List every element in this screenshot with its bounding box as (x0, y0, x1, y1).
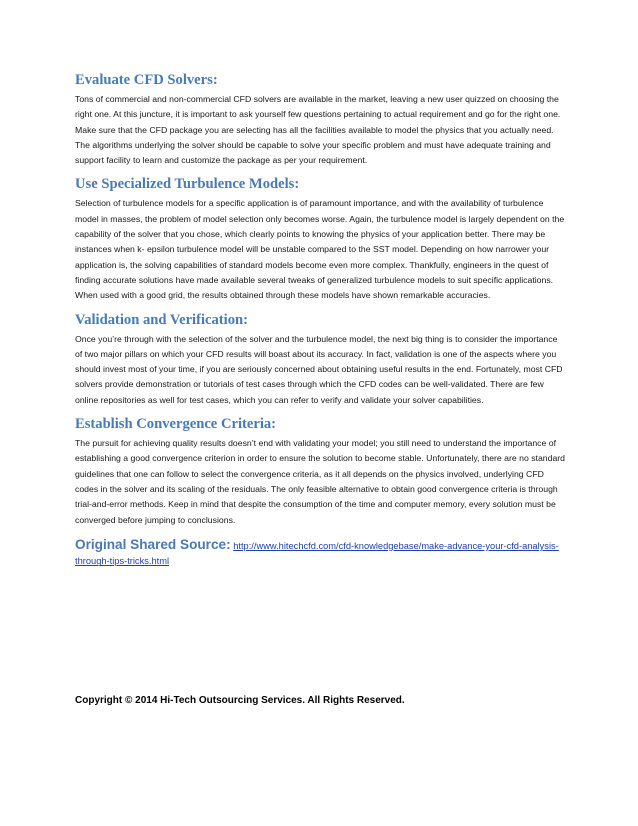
section-evaluate-cfd-solvers (75, 71, 565, 168)
section-paragraph: Tons of commercial and non-commercial CFD solvers are available in the market, leaving a new user quizzed on choosing the right one. At this juncture, it is important to ask yourself few questions pertaining to actual requirement and go for the right one. Make sure that the CFD package you are selecting has all the facilities available to model the physics that you actually need. The algorithms underlying the solver should be capable to solve your specific problem and must have adequate training and support facility to learn and customize the package as per your requirement. (75, 94, 561, 166)
section-heading: Evaluate CFD Solvers: (75, 72, 218, 88)
section-turbulence-models (75, 175, 565, 303)
section-paragraph: Selection of turbulence models for a specific application is of paramount importance, and with the availability of turbulence model in masses, the problem of model selection only becomes worse. Again, the turbulence model is largely dependent on the capability of the solver that you chose, which clearly points to knowing the physics of your application better. There may be instances when k- epsilon turbulence model will be unstable compared to the SST model. Depending on how narrower your application is, the solving capabilities of standard models become even more complex. Thankfully, engineers in the quest of finding accurate solutions have made available several tweaks of generalized turbulence models to suit specific applications. When used with a good grid, the results obtained through these models have shown remarkable accuracies. (75, 198, 565, 301)
section-validation-verification (75, 311, 565, 408)
section-paragraph: The pursuit for achieving quality results doesn’t end with validating your model; you still need to understand the importance of establishing a good convergence criterion in order to ensure the solution to become stable. Unfortunately, there are no standard guidelines that one can follow to select the convergence criteria, as it all depends on the physics involved, underlying CFD codes in the solver and its scaling of the residuals. The only feasible alternative to obtain good convergence criteria is through trial-and-error methods. Keep in mind that despite the consumption of the time and computer memory, every solution must be converged before jumping to conclusions. (75, 438, 566, 525)
source-label: Original Shared Source: (75, 536, 231, 552)
section-heading: Validation and Verification: (75, 311, 248, 328)
section-paragraph: Once you’re through with the selection of the solver and the turbulence model, the next big thing is to consider the importance of two major pillars on which your CFD results will boast about its accuracy. In fact, validation is one of the aspects where you should invest most of your time, if you are seriously concerned about obtaining useful results in the end. Fortunately, most CFD solvers provide demonstration or tutorials of test cases through which the CFD codes can be well-validated. There are few online repositories as well for test cases, which you can refer to verify and validate your solver capabilities. (75, 333, 563, 405)
section-convergence-criteria (75, 415, 565, 528)
source-link[interactable]: http://www.hitechcfd.com/cfd-knowledgebase/make-advance-your-cfd-analysis-through-tips-tricks.html (75, 540, 559, 567)
section-heading: Use Specialized Turbulence Models: (75, 176, 300, 193)
copyright-notice: Copyright © 2014 Hi-Tech Outsourcing Services. All Rights Reserved. (75, 695, 405, 706)
source-block (75, 537, 565, 570)
section-heading: Establish Convergence Criteria: (75, 416, 277, 433)
document-page (75, 71, 565, 570)
